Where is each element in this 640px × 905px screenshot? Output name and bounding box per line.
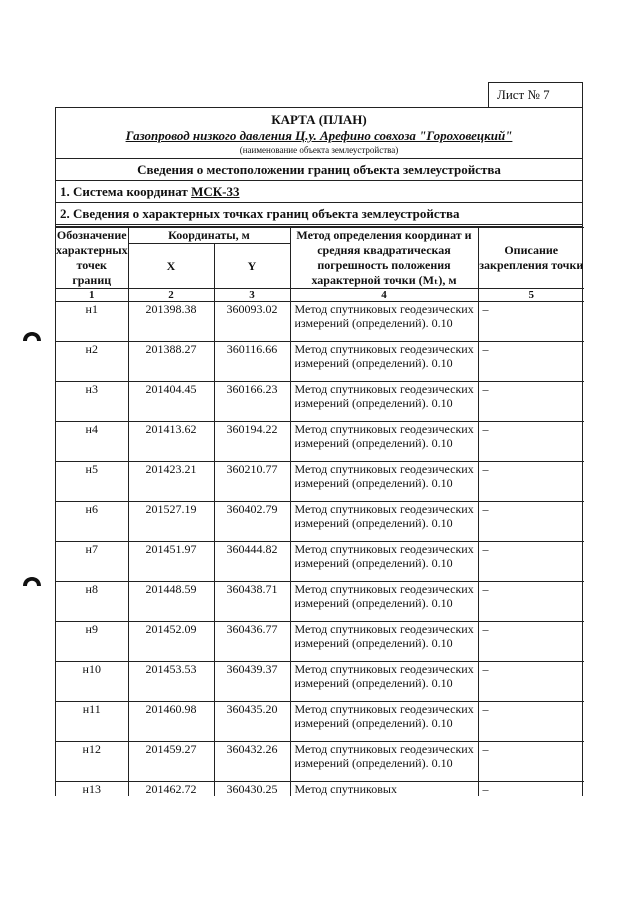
map-header: [56, 108, 582, 159]
table-row: [56, 702, 584, 742]
crs-section: [56, 181, 582, 203]
method-text: Метод спутниковых геодезических измерений (определений). 0.10: [290, 742, 478, 782]
method-text: Метод спутниковых геодезических измерений (определений). 0.10: [290, 342, 478, 382]
points-section-title: 2. Сведения о характерных точках границ объекта землеустройства: [56, 203, 582, 227]
location-section-title: Сведения о местоположении границ объекта землеустройства: [56, 159, 582, 181]
table-row: [56, 342, 584, 382]
method-text: Метод спутниковых геодезических измерений (определений). 0.10: [290, 462, 478, 502]
coord-x: 201527.19: [128, 502, 214, 542]
table-row: [56, 782, 584, 797]
table-row: [56, 462, 584, 502]
form-frame: [55, 107, 583, 796]
description-text: –: [478, 382, 584, 422]
coord-x: 201459.27: [128, 742, 214, 782]
coord-y: 360444.82: [214, 542, 290, 582]
coord-x: 201448.59: [128, 582, 214, 622]
method-text: Метод спутниковых геодезических измерений (определений). 0.10: [290, 702, 478, 742]
coord-x: 201453.53: [128, 662, 214, 702]
coord-y: 360194.22: [214, 422, 290, 462]
point-id: н11: [56, 702, 128, 742]
column-number: 4: [290, 289, 478, 302]
column-number: 2: [128, 289, 214, 302]
coord-y: 360402.79: [214, 502, 290, 542]
table-row: [56, 542, 584, 582]
method-text: Метод спутниковых геодезических измерений (определений). 0.10: [290, 422, 478, 462]
crs-value: МСК-33: [191, 184, 240, 199]
points-table-body: [56, 302, 584, 797]
point-id: н8: [56, 582, 128, 622]
header-description: Описание закрепления точки: [478, 228, 584, 289]
description-text: –: [478, 742, 584, 782]
coord-y: 360439.37: [214, 662, 290, 702]
coord-y: 360093.02: [214, 302, 290, 342]
table-row: [56, 422, 584, 462]
coord-y: 360430.25: [214, 782, 290, 797]
coord-x: 201423.21: [128, 462, 214, 502]
description-text: –: [478, 702, 584, 742]
header-point-id: Обозначение характерных точек границ: [56, 228, 128, 287]
method-text: Метод спутниковых геодезических измерений (определений). 0.10: [290, 302, 478, 342]
coord-x: 201388.27: [128, 342, 214, 382]
description-text: –: [478, 782, 584, 797]
point-id: н13: [56, 782, 128, 797]
method-text: Метод спутниковых геодезических измерений (определений). 0.10: [290, 542, 478, 582]
column-number: 5: [478, 289, 584, 302]
header-coordinates: Координаты, м: [128, 228, 290, 244]
coord-x: 201460.98: [128, 702, 214, 742]
coord-x: 201452.09: [128, 622, 214, 662]
object-name: Газопровод низкого давления Ц.у. Арефино совхоза "Гороховецкий": [125, 128, 513, 143]
coord-x: 201404.45: [128, 382, 214, 422]
coord-x: 201413.62: [128, 422, 214, 462]
method-text: Метод спутниковых геодезических измерений (определений). 0.10: [290, 382, 478, 422]
description-text: –: [478, 542, 584, 582]
coord-x: 201462.72: [128, 782, 214, 797]
table-row: [56, 502, 584, 542]
method-text: Метод спутниковых геодезических измерений (определений). 0.10: [290, 502, 478, 542]
column-number: 3: [214, 289, 290, 302]
point-id: н6: [56, 502, 128, 542]
column-number-row: [56, 289, 584, 302]
coord-y: 360438.71: [214, 582, 290, 622]
coord-y: 360116.66: [214, 342, 290, 382]
crs-label: 1. Система координат: [60, 184, 188, 199]
points-table: [56, 227, 584, 796]
point-id: н10: [56, 662, 128, 702]
description-text: –: [478, 462, 584, 502]
object-caption: (наименование объекта землеустройства): [239, 145, 399, 155]
header-x: X: [128, 244, 214, 289]
point-id: н4: [56, 422, 128, 462]
description-text: –: [478, 622, 584, 662]
description-text: –: [478, 342, 584, 382]
header-method: Метод определения координат и средняя квадратическая погрешность положения характерной точки (Мₜ), м: [290, 228, 478, 289]
table-row: [56, 742, 584, 782]
punch-hole-mark-bottom: [21, 568, 43, 590]
description-text: –: [478, 662, 584, 702]
point-id: н2: [56, 342, 128, 382]
punch-hole-mark-top: [21, 323, 43, 345]
coord-x: 201451.97: [128, 542, 214, 582]
description-text: –: [478, 502, 584, 542]
method-text: Метод спутниковых геодезических измерений (определений). 0.10: [290, 582, 478, 622]
point-id: н1: [56, 302, 128, 342]
description-text: –: [478, 582, 584, 622]
coord-y: 360435.20: [214, 702, 290, 742]
method-text: Метод спутниковых: [290, 782, 478, 797]
coord-y: 360436.77: [214, 622, 290, 662]
table-row: [56, 582, 584, 622]
map-title: КАРТА (ПЛАН): [271, 112, 367, 127]
column-number: 1: [56, 289, 128, 302]
coord-x: 201398.38: [128, 302, 214, 342]
header-y: Y: [214, 244, 290, 289]
method-text: Метод спутниковых геодезических измерений (определений). 0.10: [290, 662, 478, 702]
point-id: н5: [56, 462, 128, 502]
point-id: н7: [56, 542, 128, 582]
table-row: [56, 622, 584, 662]
coord-y: 360210.77: [214, 462, 290, 502]
description-text: –: [478, 422, 584, 462]
description-text: –: [478, 302, 584, 342]
table-row: [56, 382, 584, 422]
point-id: н12: [56, 742, 128, 782]
table-row: [56, 662, 584, 702]
coord-y: 360432.26: [214, 742, 290, 782]
sheet-number: Лист № 7: [488, 82, 583, 108]
point-id: н9: [56, 622, 128, 662]
point-id: н3: [56, 382, 128, 422]
method-text: Метод спутниковых геодезических измерений (определений). 0.10: [290, 622, 478, 662]
table-row: [56, 302, 584, 342]
coord-y: 360166.23: [214, 382, 290, 422]
